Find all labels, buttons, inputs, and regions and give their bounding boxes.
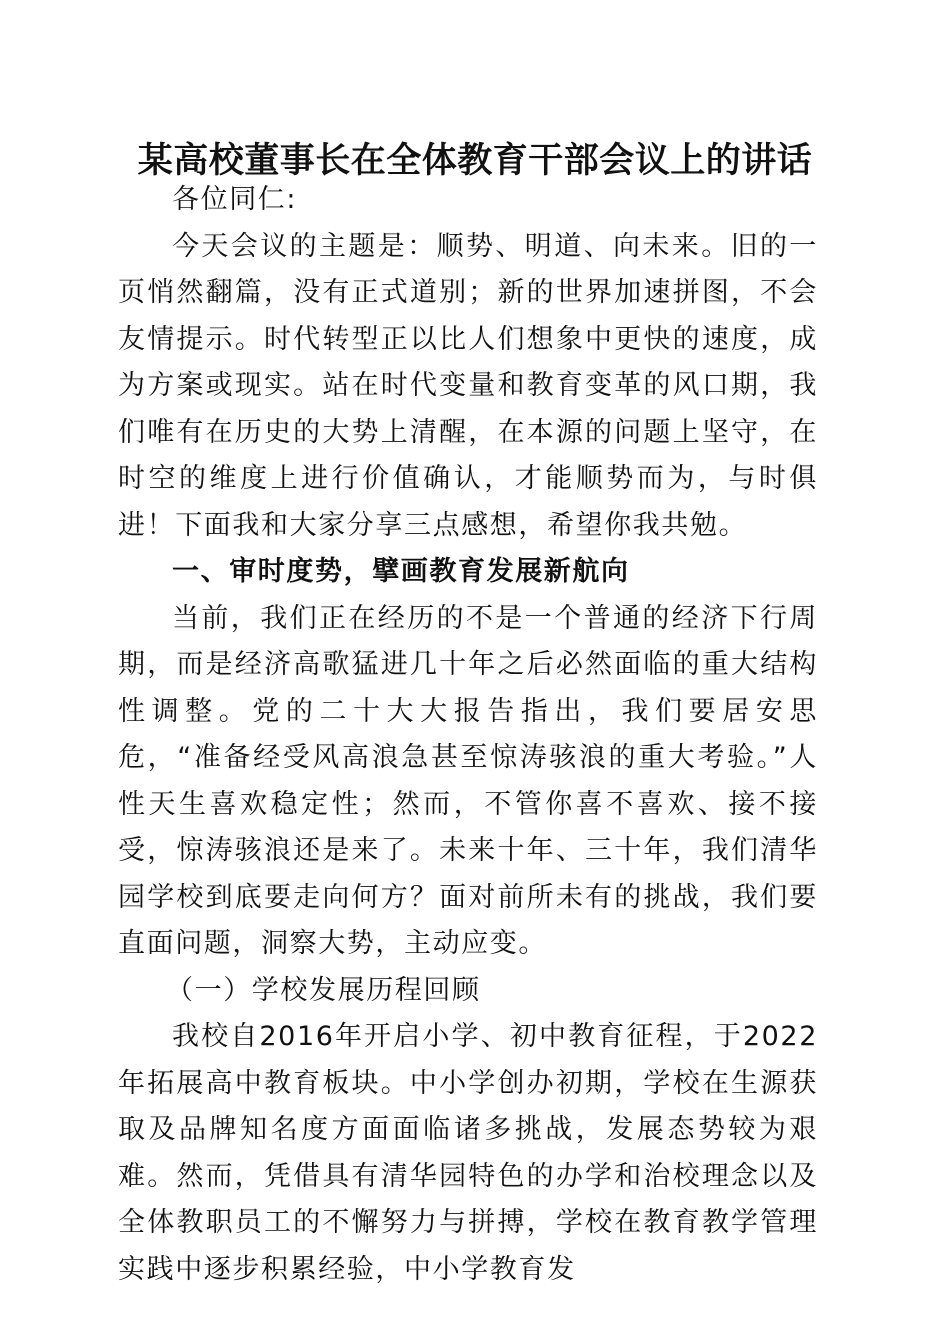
intro-paragraph: 今天会议的主题是：顺势、明道、向未来。旧的一页悄然翻篇，没有正式道别；新的世界加速拼图，不会友情提示。时代转型正以比人们想象中更快的速度，成为方案或现实。站在时代变量和教育变革的风口期，我们唯有在历史的大势上清醒，在本源的问题上坚守，在时空的维度上进行价值确认，才能顺势而为，与时俱进！下面我和大家分享三点感想，希望你我共勉。 — [118, 230, 818, 541]
document-body — [118, 177, 818, 1293]
section-heading: 一、审时度势，擘画教育发展新航向 — [172, 556, 630, 587]
subsection-heading: （一）学校发展历程回顾 — [166, 974, 481, 1006]
section-paragraph: 当前，我们正在经历的不是一个普通的经济下行周期，而是经济高歌猛进几十年之后必然面临的重大结构性调整。党的二十大大报告指出，我们要居安思危，“准备经受风高浪急甚至惊涛骇浪的重大考验。”人性天生喜欢稳定性；然而，不管你喜不喜欢、接不接受，惊涛骇浪还是来了。未来十年、三十年，我们清华园学校到底要走向何方？面对前所未有的挑战，我们要直面问题，洞察大势，主动应变。 — [118, 602, 818, 959]
document-title: 某高校董事长在全体教育干部会议上的讲话 — [137, 140, 813, 181]
salutation: 各位同仁: — [172, 184, 298, 215]
subsection-paragraph: 我校自2016年开启小学、初中教育征程，于2022年拓展高中教育板块。中小学创办初期，学校在生源获取及品牌知名度方面面临诸多挑战，发展态势较为艰难。然而，凭借具有清华园特色的办学和治校理念以及全体教职员工的不懈努力与拼搏，学校在教育教学管理实践中逐步积累经验，中小学教育发 — [118, 1021, 818, 1285]
